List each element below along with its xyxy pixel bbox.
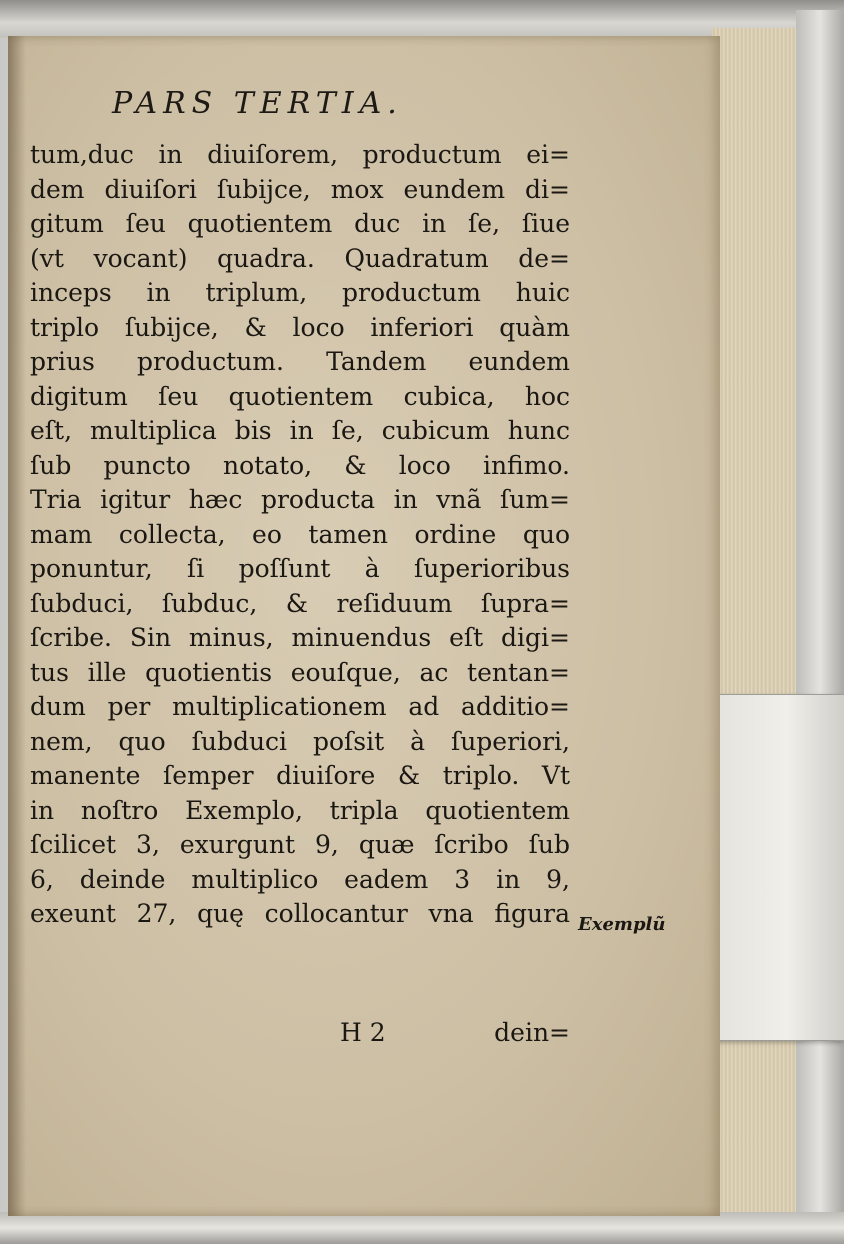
signature-mark: H 2 bbox=[340, 1018, 386, 1047]
text-line: nem, quo ſubduci poſsit à ſuperiori, bbox=[30, 726, 570, 756]
text-line: triplo ſubijce, & loco inferiori quàm bbox=[30, 312, 570, 342]
text-line: in noſtro Exemplo, tripla quotientem bbox=[30, 795, 570, 825]
text-line: exeunt 27, quę collocantur vna figura bbox=[30, 899, 570, 928]
text-line: dum per multiplicationem ad additio= bbox=[30, 692, 570, 721]
catchword: dein= bbox=[494, 1018, 570, 1047]
text-line: ſub puncto notato, & loco infimo. bbox=[30, 450, 570, 480]
page-footer bbox=[30, 1018, 570, 1054]
text-line: digitum ſeu quotientem cubica, hoc bbox=[30, 381, 570, 411]
text-line: gitum ſeu quotientem duc in ſe, ſiue bbox=[30, 209, 570, 238]
cover-bottom-edge bbox=[0, 1212, 844, 1244]
text-line: inceps in triplum, productum huic bbox=[30, 278, 570, 307]
text-line: mam collecta, eo tamen ordine quo bbox=[30, 519, 570, 549]
cover-right-edge bbox=[796, 10, 844, 1244]
text-line: ſubduci, ſubduc, & reſiduum ſupra= bbox=[30, 588, 570, 618]
text-line: 6, deinde multiplico eadem 3 in 9, bbox=[30, 864, 570, 894]
text-line: ſcilicet 3, exurgunt 9, quæ ſcribo ſub bbox=[30, 830, 570, 859]
text-line: ponuntur, ſi poſſunt à ſuperioribus bbox=[30, 554, 570, 583]
text-line: tum,duc in diuiſorem, productum ei= bbox=[30, 140, 570, 169]
text-line: prius productum. Tandem eundem bbox=[30, 347, 570, 376]
body-text bbox=[30, 138, 570, 932]
text-line: eſt, multiplica bis in ſe, cubicum hunc bbox=[30, 416, 570, 445]
text-line: tus ille quotientis eouſque, ac tentan= bbox=[30, 657, 570, 687]
clasp-tab bbox=[700, 694, 844, 1041]
running-head: PARS TERTIA. bbox=[112, 86, 403, 121]
text-line: dem diuiſori ſubijce, mox eundem di= bbox=[30, 174, 570, 204]
text-line: (vt vocant) quadra. Quadratum de= bbox=[30, 243, 570, 273]
text-line: ſcribe. Sin minus, minuendus eſt digi= bbox=[30, 623, 570, 652]
margin-note: Exemplũ bbox=[578, 914, 666, 935]
page-gutter-shadow bbox=[8, 36, 26, 1216]
text-line: Tria igitur hæc producta in vnã ſum= bbox=[30, 485, 570, 514]
text-line: manente ſemper diuiſore & triplo. Vt bbox=[30, 761, 570, 790]
